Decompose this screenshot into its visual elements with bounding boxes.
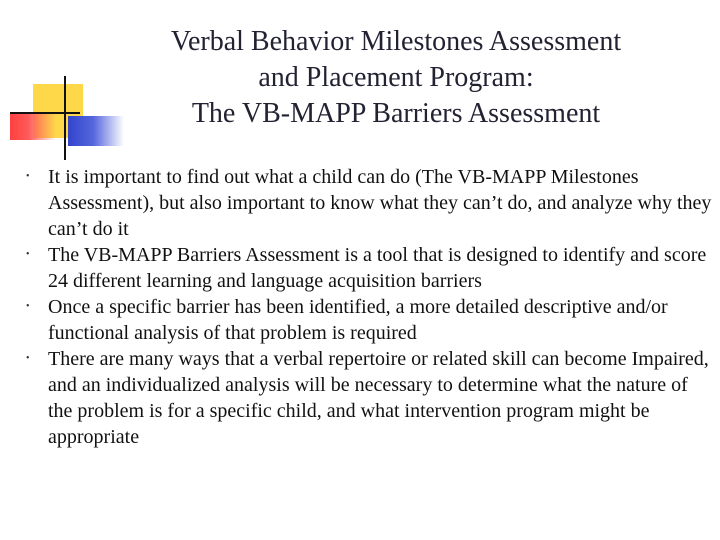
- bullet-item: [26, 294, 716, 346]
- bullet-text: There are many ways that a verbal repertoire or related skill can become Impaired, and an individualized analysis will be necessary to determine what the nature of the problem is for a specific child, and what intervention program might be appropriate: [48, 348, 709, 448]
- bullet-item: [26, 242, 716, 294]
- bullet-dot-icon: •: [26, 353, 30, 364]
- slide-title: [120, 24, 672, 132]
- title-line: Verbal Behavior Milestones Assessment: [170, 26, 622, 57]
- bullet-text: Once a specific barrier has been identified, a more detailed descriptive and/or functional analysis of that problem is required: [48, 296, 668, 344]
- bullet-item: [26, 164, 716, 242]
- bullet-text: The VB-MAPP Barriers Assessment is a tool that is designed to identify and score 24 different learning and language acquisition barriers: [48, 244, 707, 292]
- decoration-horizontal-line: [10, 112, 80, 114]
- decoration-vertical-line: [64, 76, 66, 160]
- bullet-item: [26, 346, 716, 450]
- bullet-dot-icon: •: [26, 249, 30, 260]
- bullet-list: [26, 164, 716, 450]
- title-decoration: [0, 0, 140, 160]
- bullet-dot-icon: •: [26, 171, 30, 182]
- bullet-dot-icon: •: [26, 301, 30, 312]
- decoration-blue-bar: [68, 116, 124, 146]
- title-line: The VB-MAPP Barriers Assessment: [191, 98, 601, 129]
- title-line: and Placement Program:: [258, 62, 534, 93]
- decoration-red-bar: [10, 114, 56, 140]
- bullet-text: It is important to find out what a child can do (The VB-MAPP Milestones Assessment), but also important to know what they can’t do, and analyze why they can’t do it: [48, 166, 712, 240]
